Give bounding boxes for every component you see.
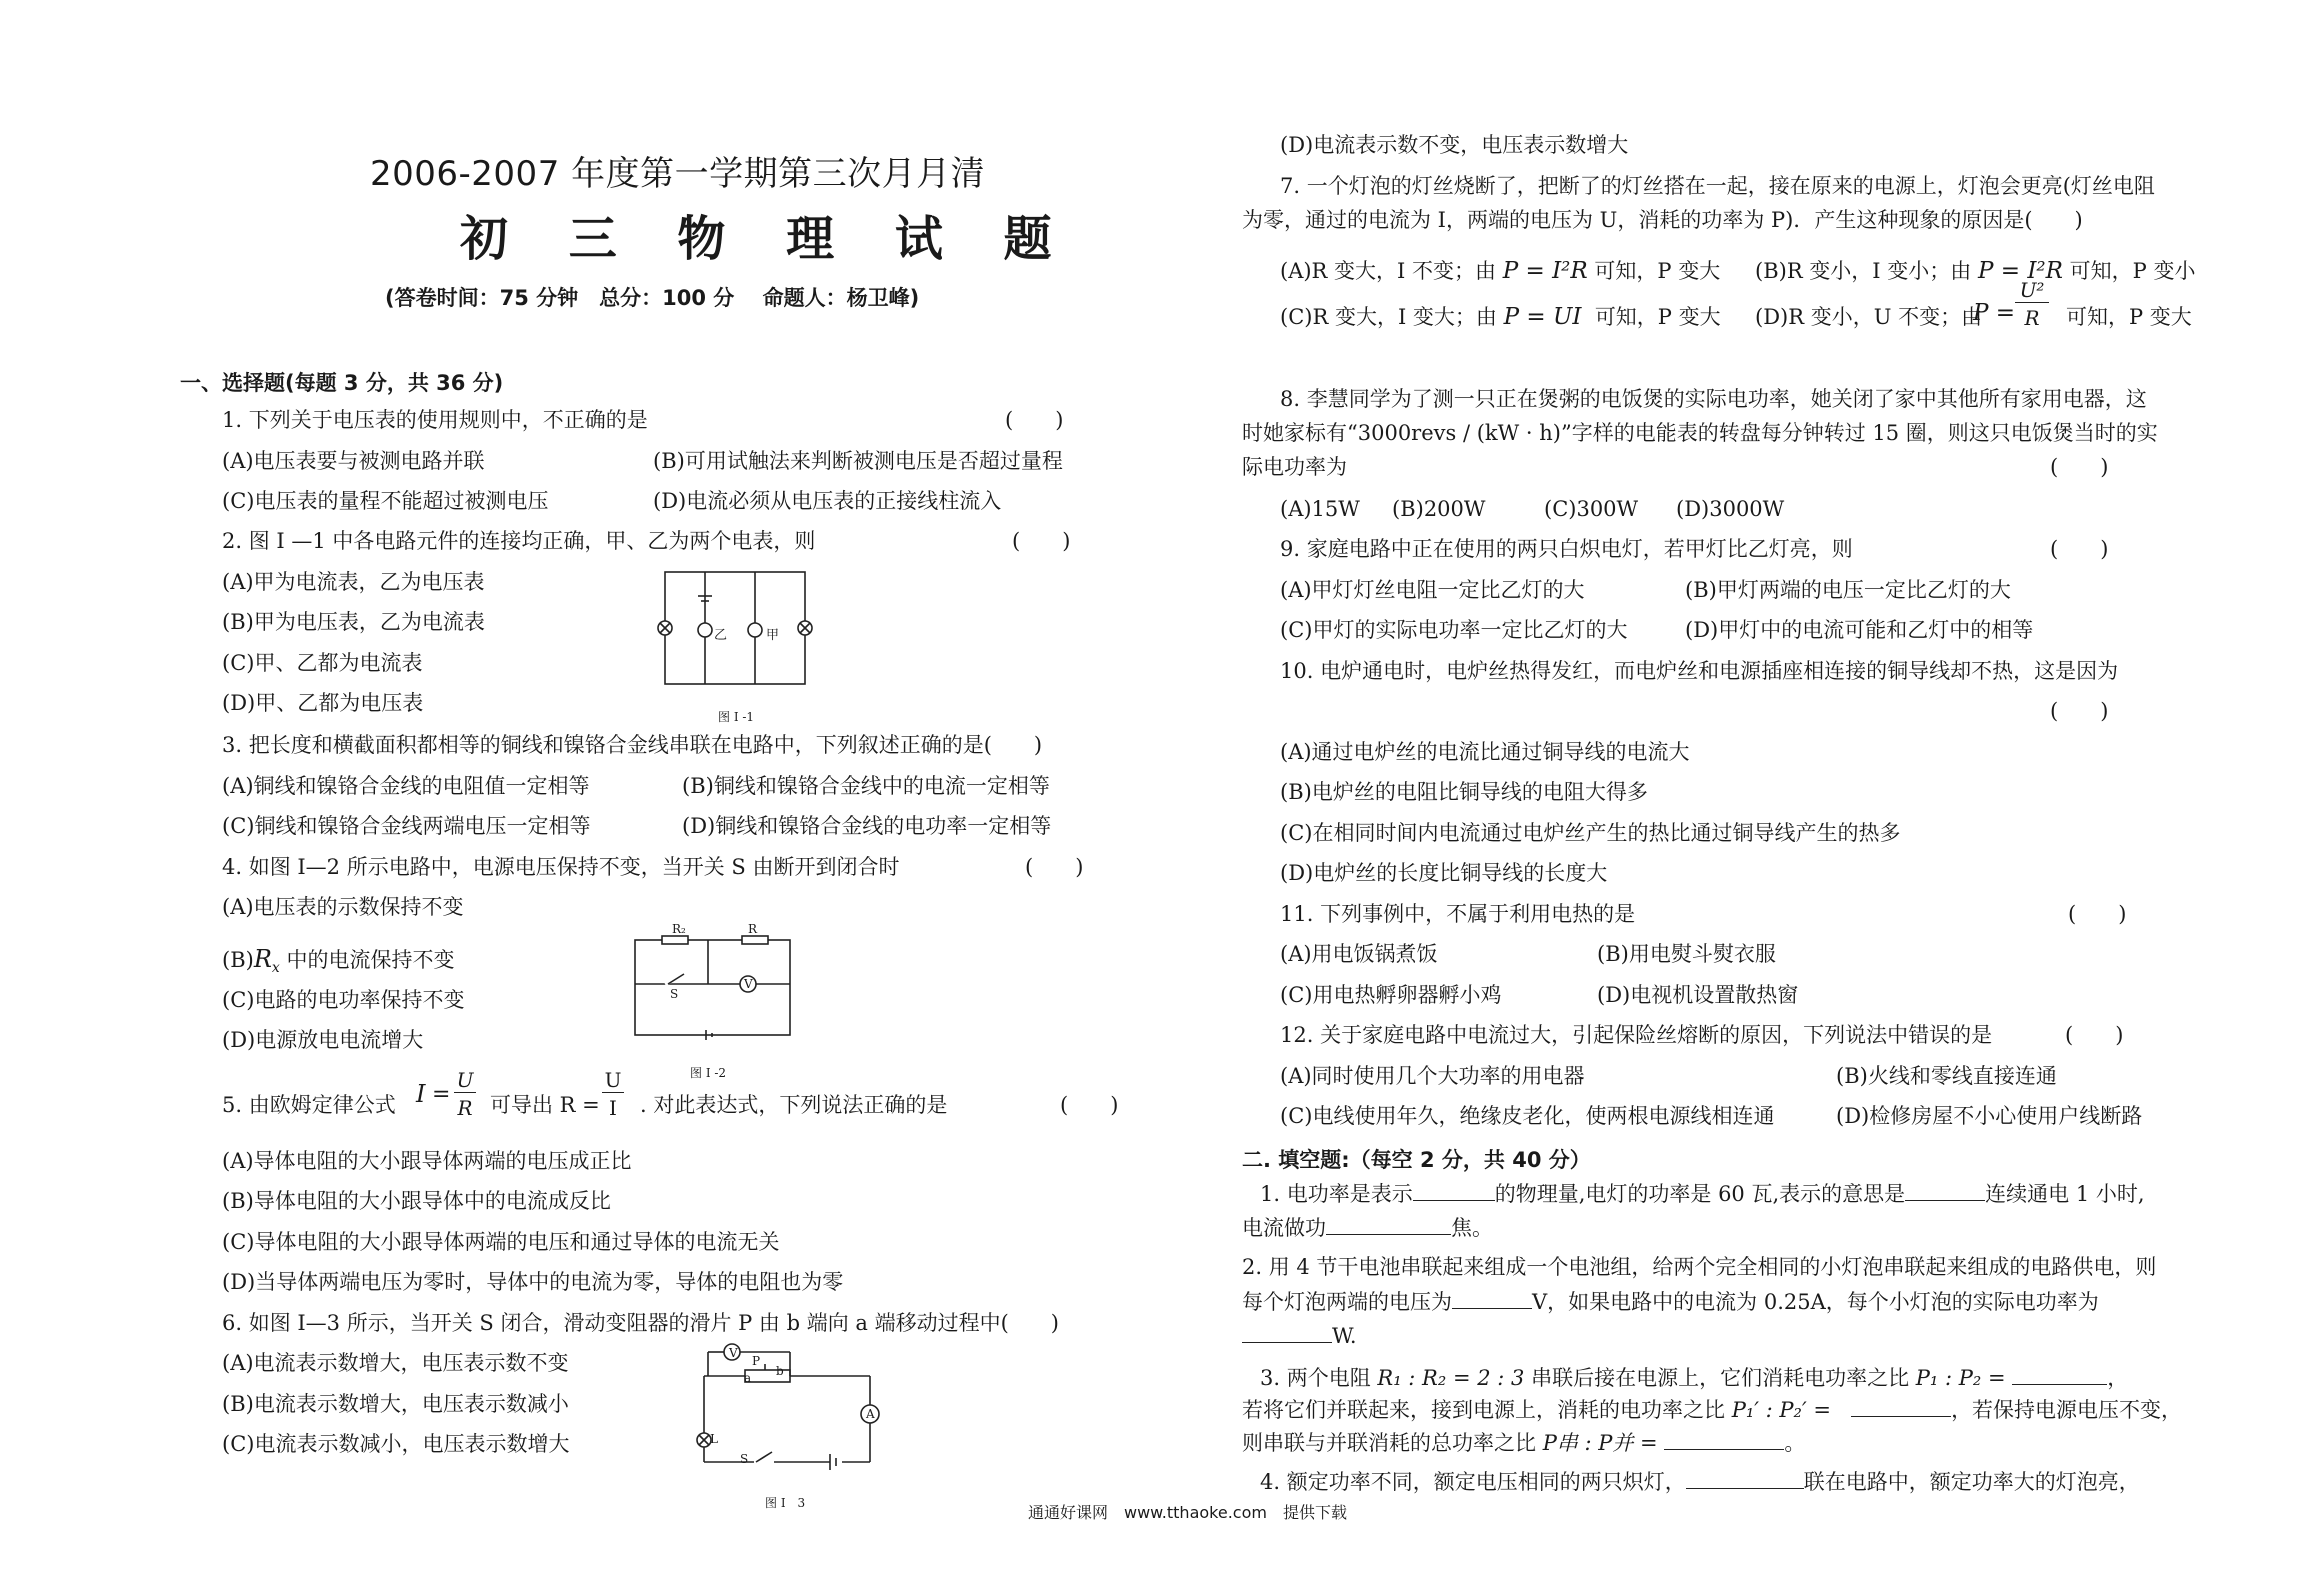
q7-option-c-prefix: (C)R 变大，I 变大；由 (1280, 305, 1497, 329)
q7-option-a-prefix: (A)R 变大，I 不变；由 (1280, 259, 1497, 283)
q5-option-c: (C)导体电阻的大小跟导体两端的电压和通过导体的电流无关 (222, 1230, 780, 1254)
q4-option-b-text: 中的电流保持不变 (286, 948, 455, 972)
q8-line2: 时她家标有“3000revs / (kW · h)”字样的电能表的转盘每分钟转过 15 圈，则这只电饭煲当时的实 (1242, 421, 2158, 445)
circuit-figure-2 (630, 932, 800, 1042)
q11-option-c: (C)用电热孵卵器孵小鸡 (1280, 983, 1502, 1007)
q12-answer-paren: ( ) (2065, 1023, 2124, 1047)
q1-option-c: (C)电压表的量程不能超过被测电压 (222, 489, 549, 513)
q6-option-a: (A)电流表示数增大，电压表示数不变 (222, 1351, 569, 1375)
f1-text-e: 焦。 (1451, 1216, 1493, 1240)
f1-text-d: 电流做功 (1242, 1216, 1326, 1240)
f3-text-b: 串联后接在电源上，它们消耗电功率之比 (1531, 1366, 1910, 1390)
circuit-3-caption: 图 I 3 (765, 1496, 806, 1510)
circuit-figure-3 (690, 1338, 890, 1468)
circuit-3-label-a: A (866, 1407, 875, 1421)
q10-option-b: (B)电炉丝的电阻比铜导线的电阻大得多 (1280, 780, 1648, 804)
f3-text-d: 若将它们并联起来，接到电源上，消耗的电功率之比 (1242, 1398, 1725, 1422)
q9-option-b: (B)甲灯两端的电压一定比乙灯的大 (1685, 578, 2011, 602)
q7-option-d-denominator: R (2024, 306, 2040, 330)
q5-option-b: (B)导体电阻的大小跟导体中的电流成反比 (222, 1189, 611, 1213)
q8-option-d: (D)3000W (1676, 497, 1785, 521)
q5-formula-eq: = (432, 1082, 451, 1107)
q1-option-a: (A)电压表要与被测电路并联 (222, 449, 485, 473)
q11-answer-paren: ( ) (2068, 902, 2127, 926)
f1-blank-1[interactable] (1413, 1178, 1495, 1201)
q5-stem-end: . 对此表达式，下列说法正确的是 (640, 1093, 948, 1117)
q7-line1: 7. 一个灯泡的灯丝烧断了，把断了的灯丝搭在一起，接在原来的电源上，灯泡会更亮(灯丝电阻 (1280, 174, 2155, 198)
q12-option-b: (B)火线和零线直接连通 (1836, 1064, 2057, 1088)
circuit-3-label-l: L (710, 1432, 718, 1446)
f2-text-d: W. (1332, 1324, 1357, 1348)
q4-option-c: (C)电路的电功率保持不变 (222, 988, 465, 1012)
q10-stem: 10. 电炉通电时，电炉丝热得发红，而电炉丝和电源插座相连接的铜导线却不热，这是因为 (1280, 659, 2119, 683)
q12-option-d: (D)检修房屋不小心使用户线断路 (1836, 1104, 2143, 1128)
f3-line1 (1260, 1362, 2128, 1393)
q1-option-d: (D)电流必须从电压表的正接线柱流入 (653, 489, 1002, 513)
q4-rx-subscript: x (271, 960, 280, 977)
f3-blank-1[interactable] (2012, 1362, 2107, 1385)
q12-stem: 12. 关于家庭电路中电流过大，引起保险丝熔断的原因，下列说法中错误的是 (1280, 1023, 1993, 1047)
q5-answer-paren: ( ) (1060, 1093, 1119, 1117)
q6-stem: 6. 如图 I—3 所示，当开关 S 闭合，滑动变阻器的滑片 P 由 b 端向 a 端移动过程中( ) (222, 1311, 1059, 1335)
q7-option-c (1280, 302, 1721, 332)
q8-line3: 际电功率为 (1242, 455, 1347, 479)
q5-formula-denominator: R (457, 1096, 473, 1120)
f1-text-c: 连续通电 1 小时, (1985, 1182, 2145, 1206)
f1-line1 (1260, 1178, 2145, 1209)
q11-option-a: (A)用电饭锅煮饭 (1280, 942, 1438, 966)
q3-option-d: (D)铜线和镍铬合金线的电功率一定相等 (682, 814, 1052, 838)
exam-subject-title: 初 三 物 理 试 题 (460, 211, 1074, 267)
f4-text-b: 联在电路中，额定功率大的灯泡亮， (1803, 1470, 2140, 1494)
f1-text-a: 1. 电功率是表示 (1260, 1182, 1413, 1206)
circuit-1-caption: 图 I -1 (718, 710, 755, 724)
q7-option-d-numerator: U² (2015, 278, 2049, 303)
exam-title: 2006-2007 年度第一学期第三次月月清 (370, 154, 986, 194)
resistor-rx-icon (662, 936, 688, 944)
f3-text-a: 3. 两个电阻 (1260, 1366, 1371, 1390)
q2-option-d: (D)甲、乙都为电压表 (222, 691, 424, 715)
section-choice-title: 一、选择题(每题 3 分，共 36 分) (180, 371, 504, 395)
q9-option-d: (D)甲灯中的电流可能和乙灯中的相等 (1685, 618, 2034, 642)
f3-line3 (1242, 1427, 1805, 1458)
q3-stem: 3. 把长度和横截面积都相等的铜线和镍铬合金线串联在电路中，下列叙述正确的是( ) (222, 733, 1043, 757)
f1-line2 (1242, 1212, 1493, 1243)
q6-option-c: (C)电流表示数减小，电压表示数增大 (222, 1432, 570, 1456)
f4-text-a: 4. 额定功率不同，额定电压相同的两只炽灯， (1260, 1470, 1686, 1494)
circuit-1-label-jia: 甲 (766, 628, 780, 643)
q7-option-c-suffix: 可知，P 变大 (1594, 305, 1721, 329)
f3-power-ratio: P₁ : P₂ = (1915, 1366, 2006, 1390)
q6-option-b: (B)电流表示数增大，电压表示数减小 (222, 1392, 569, 1416)
circuit-figure-1 (650, 568, 820, 696)
circuit-2-label-v: V (744, 977, 753, 991)
circuit-3-label-p: P (752, 1354, 761, 1368)
circuit-3-label-a-end: a (744, 1371, 752, 1385)
q8-answer-paren: ( ) (2050, 455, 2109, 479)
exam-meta: (答卷时间：75 分钟 总分：100 分 命题人：杨卫峰) (385, 286, 920, 310)
q7-option-c-formula: P = UI (1503, 304, 1582, 330)
q11-option-d: (D)电视机设置散热窗 (1597, 983, 1799, 1007)
q5-stem-start: 5. 由欧姆定律公式 (222, 1093, 396, 1117)
footer-source: 通通好课网 www.tthaoke.com 提供下载 (1028, 1503, 1347, 1522)
f1-blank-2[interactable] (1905, 1178, 1985, 1201)
q7-option-d-prefix: (D)R 变小，U 不变；由 (1755, 305, 1983, 329)
circuit-2-label-rx: R₂ (672, 922, 686, 936)
f3-blank-2[interactable] (1851, 1394, 1951, 1417)
q3-option-c: (C)铜线和镍铬合金线两端电压一定相等 (222, 814, 591, 838)
circuit-2-label-r: R (748, 922, 758, 936)
resistor-r-icon (742, 936, 768, 944)
f3-text-e: ，若保持电源电压不变， (1951, 1398, 2183, 1422)
f3-line2 (1242, 1394, 2182, 1425)
q9-answer-paren: ( ) (2050, 537, 2109, 561)
q2-option-a: (A)甲为电流表，乙为电压表 (222, 570, 485, 594)
q7-option-a (1280, 256, 1720, 286)
circuit-3-label-v: V (729, 1346, 738, 1360)
q11-option-b: (B)用电熨斗熨衣服 (1597, 942, 1776, 966)
q4-option-b-prefix: (B) (222, 948, 254, 972)
f2-blank-2[interactable] (1242, 1320, 1332, 1343)
q10-option-c: (C)在相同时间内电流通过电炉丝产生的热比通过铜导线产生的热多 (1280, 821, 1901, 845)
q4-option-d: (D)电源放电电流增大 (222, 1028, 424, 1052)
q7-option-d-p: P = (1973, 300, 2016, 326)
q10-option-a: (A)通过电炉丝的电流比通过铜导线的电流大 (1280, 740, 1690, 764)
q4-option-b (222, 944, 455, 983)
q2-stem: 2. 图 I —1 中各电路元件的连接均正确，甲、乙为两个电表，则 (222, 529, 816, 553)
q9-option-c: (C)甲灯的实际电功率一定比乙灯的大 (1280, 618, 1628, 642)
q11-stem: 11. 下列事例中，不属于利用电热的是 (1280, 902, 1636, 926)
q2-answer-paren: ( ) (1012, 529, 1071, 553)
q1-answer-paren: ( ) (1005, 408, 1064, 432)
q8-option-b: (B)200W (1392, 497, 1486, 521)
f2-line1: 2. 用 4 节干电池串联起来组成一个电池组，给两个完全相同的小灯泡串联起来组成的电路供电，则 (1242, 1255, 2157, 1279)
q4-answer-paren: ( ) (1025, 855, 1084, 879)
q7-option-a-suffix: 可知，P 变大 (1594, 259, 1721, 283)
q7-option-b-formula: P = I²R (1977, 258, 2063, 284)
f3-text-c: ， (2107, 1366, 2129, 1390)
q5-stem-mid: 可导出 R = (490, 1093, 600, 1117)
q7-option-b-prefix: (B)R 变小，I 变小；由 (1755, 259, 1972, 283)
f2-blank-1[interactable] (1452, 1286, 1532, 1309)
q8-option-c: (C)300W (1544, 497, 1639, 521)
q5-option-d: (D)当导体两端电压为零时，导体中的电流为零，导体的电阻也为零 (222, 1270, 844, 1294)
q2-option-c: (C)甲、乙都为电流表 (222, 651, 423, 675)
q8-option-a: (A)15W (1280, 497, 1360, 521)
switch-icon (756, 1452, 772, 1462)
f3-text-f: 则串联与并联消耗的总功率之比 (1242, 1431, 1536, 1455)
f4-line1 (1260, 1466, 2140, 1497)
q7-option-a-formula: P = I²R (1502, 258, 1588, 284)
circuit-2-label-s: S (670, 987, 679, 1001)
q9-option-a: (A)甲灯灯丝电阻一定比乙灯的大 (1280, 578, 1585, 602)
q4-stem: 4. 如图 I—2 所示电路中，电源电压保持不变，当开关 S 由断开到闭合时 (222, 855, 900, 879)
circuit-1-label-yi: 乙 (714, 628, 728, 643)
q12-option-a: (A)同时使用几个大功率的用电器 (1280, 1064, 1585, 1088)
f2-line3 (1242, 1320, 1357, 1351)
q5-derived-numerator: U (602, 1068, 624, 1093)
q10-option-d: (D)电炉丝的长度比铜导线的长度大 (1280, 861, 1608, 885)
q5-formula-i: I (416, 1080, 426, 1108)
circuit-3-label-s: S (740, 1452, 749, 1466)
q4-rx-symbol: R (253, 945, 272, 973)
meter-jia-icon (748, 623, 762, 637)
f2-text-b: 每个灯泡两端的电压为 (1242, 1290, 1452, 1314)
f1-text-b: 的物理量,电灯的功率是 60 瓦,表示的意思是 (1494, 1182, 1906, 1206)
f4-blank-1[interactable] (1686, 1466, 1804, 1489)
f3-total-ratio: P串 : P并 = (1542, 1431, 1658, 1455)
q7-option-b (1755, 256, 2195, 286)
q5-derived-denominator: I (609, 1096, 617, 1120)
q10-answer-paren: ( ) (2050, 699, 2109, 723)
f3-text-g: 。 (1784, 1431, 1806, 1455)
f1-blank-3[interactable] (1326, 1212, 1451, 1235)
q2-option-b: (B)甲为电压表，乙为电流表 (222, 610, 485, 634)
switch-icon (668, 974, 684, 984)
q3-option-b: (B)铜线和镍铬合金线中的电流一定相等 (682, 774, 1050, 798)
q8-line1: 8. 李慧同学为了测一只正在煲粥的电饭煲的实际电功率，她关闭了家中其他所有家用电器，这 (1280, 387, 2147, 411)
f3-parallel-ratio: P₁′ : P₂′ = (1731, 1398, 1832, 1422)
q4-option-a: (A)电压表的示数保持不变 (222, 895, 464, 919)
f3-blank-3[interactable] (1664, 1427, 1784, 1450)
q5-formula-numerator: U (454, 1068, 476, 1093)
q5-option-a: (A)导体电阻的大小跟导体两端的电压成正比 (222, 1149, 632, 1173)
circuit-2-caption: 图 I -2 (690, 1066, 727, 1080)
section-fill-title: 二. 填空题:（每空 2 分，共 40 分） (1242, 1148, 1591, 1172)
f2-text-c: V，如果电路中的电流为 0.25A，每个小灯泡的实际电功率为 (1532, 1290, 2099, 1314)
f3-resistor-ratio: R₁ : R₂ = 2 : 3 (1377, 1366, 1525, 1390)
q7-line2: 为零，通过的电流为 I，两端的电压为 U，消耗的功率为 P)．产生这种现象的原因是( ) (1242, 208, 2083, 232)
q9-stem: 9. 家庭电路中正在使用的两只白炽电灯，若甲灯比乙灯亮，则 (1280, 537, 1853, 561)
f2-line2 (1242, 1286, 2099, 1317)
q7-option-d-suffix: 可知，P 变大 (2066, 305, 2192, 329)
q1-option-b: (B)可用试触法来判断被测电压是否超过量程 (653, 449, 1063, 473)
q6-option-d: (D)电流表示数不变，电压表示数增大 (1280, 133, 1629, 157)
q7-option-b-suffix: 可知，P 变小 (2069, 259, 2196, 283)
circuit-3-label-b-end: b (776, 1364, 784, 1378)
q3-option-a: (A)铜线和镍铬合金线的电阻值一定相等 (222, 774, 590, 798)
circuit-1-outline (665, 572, 805, 684)
meter-yi-icon (698, 623, 712, 637)
q1-stem: 1. 下列关于电压表的使用规则中，不正确的是 (222, 408, 648, 432)
q12-option-c: (C)电线使用年久，绝缘皮老化，使两根电源线相连通 (1280, 1104, 1775, 1128)
